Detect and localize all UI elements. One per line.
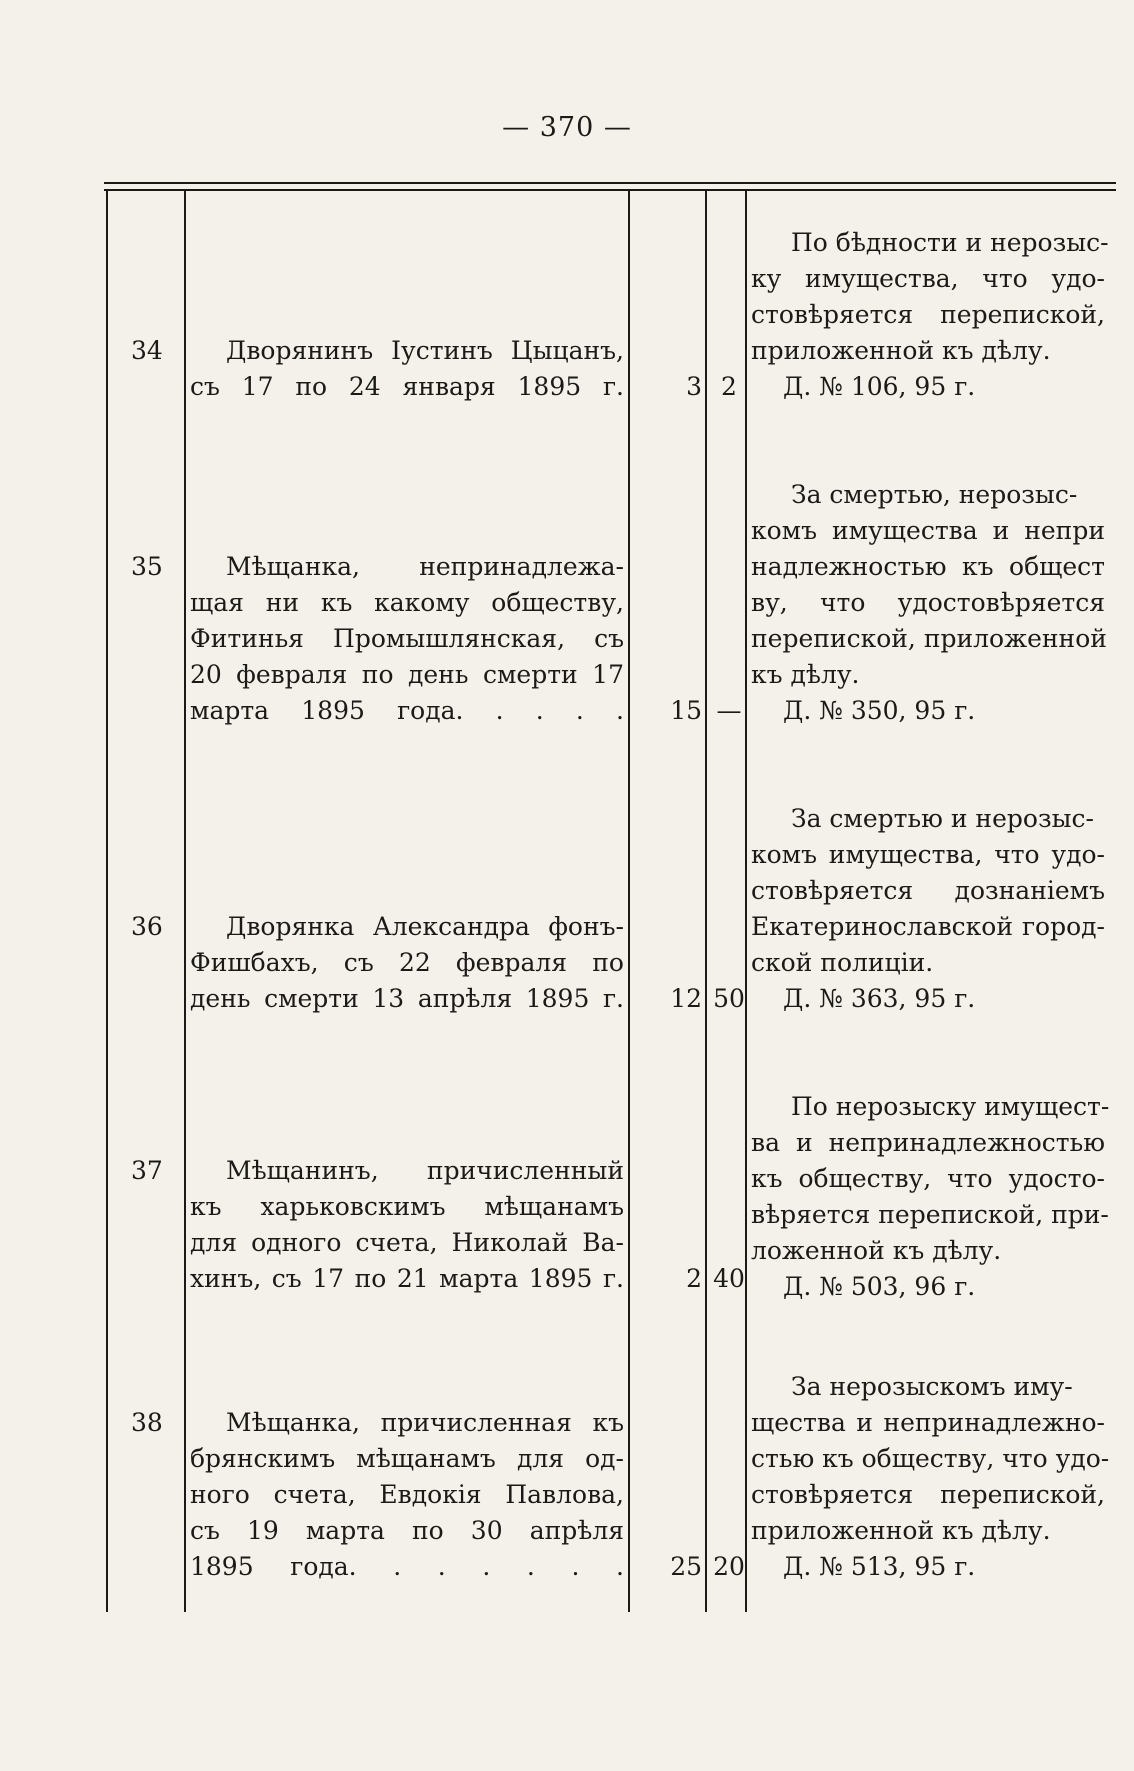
desc-line: 1895 года. . . . . . .: [190, 1552, 624, 1581]
entry-35-description: [190, 549, 624, 729]
case-reference: Д. № 350, 95 г.: [783, 696, 976, 725]
entry-37-description: [190, 1153, 624, 1297]
reason-line: За нерозыскомъ иму-: [791, 1372, 1073, 1401]
reason-line: По бѣдности и нерозыс-: [791, 228, 1109, 257]
entry-37-number: 37: [131, 1156, 163, 1185]
reason-line: щества и непринадлежно-: [751, 1408, 1105, 1437]
reason-line: стовѣряется перепиской,: [751, 300, 1105, 329]
reason-line: стовѣряется дознаніемъ: [751, 876, 1105, 905]
reason-line: Екатеринославской город-: [751, 912, 1105, 941]
entry-37-kopecks: 40: [713, 1264, 745, 1293]
entry-34-description: [190, 333, 624, 405]
reason-line: комъ имущества, что удо-: [751, 840, 1105, 869]
desc-line: Дворянинъ Іустинъ Цыцанъ,: [226, 336, 624, 365]
reason-line: По нерозыску имущест-: [791, 1092, 1110, 1121]
entry-38-reason: [751, 1369, 1110, 1585]
entry-35-number: 35: [131, 552, 163, 581]
desc-line: Мѣщанка, причисленная къ: [226, 1408, 624, 1437]
reason-line: къ дѣлу.: [751, 660, 860, 689]
column-divider-desc: [628, 189, 630, 1612]
entry-34-kopecks: 2: [721, 372, 737, 401]
reason-line: ва и непринадлежностью: [751, 1128, 1105, 1157]
reason-line: ской полиціи.: [751, 948, 934, 977]
page-number: — 370 —: [502, 112, 632, 143]
reason-line: За смертью, нерозыс-: [791, 480, 1078, 509]
table-top-rule: [104, 182, 1116, 184]
entry-35-reason: [751, 477, 1105, 729]
reason-line: перепиской, приложенной: [751, 624, 1107, 653]
entry-36-reason: [751, 801, 1105, 1017]
reason-line: комъ имущества и непри: [751, 516, 1105, 545]
reason-line: приложенной къ дѣлу.: [751, 336, 1051, 365]
desc-line: 20 февраля по день смерти 17: [190, 660, 624, 689]
desc-line: ного счета, Евдокія Павлова,: [190, 1480, 624, 1509]
desc-line: брянскимъ мѣщанамъ для од-: [190, 1444, 624, 1473]
entry-34-reason: [751, 225, 1109, 405]
entry-38-kopecks: 20: [713, 1552, 745, 1581]
reason-line: надлежностью къ общест: [751, 552, 1105, 581]
desc-line: марта 1895 года. . . . .: [190, 696, 624, 725]
entry-36-number: 36: [131, 912, 163, 941]
case-reference: Д. № 513, 95 г.: [783, 1552, 976, 1581]
case-reference: Д. № 106, 95 г.: [783, 372, 976, 401]
case-reference: Д. № 503, 96 г.: [783, 1272, 976, 1301]
column-divider-left: [106, 189, 108, 1612]
entry-36-rubles: 12: [670, 984, 702, 1013]
reason-line: За смертью и нерозыс-: [791, 804, 1094, 833]
reason-line: къ обществу, что удосто-: [751, 1164, 1105, 1193]
entry-37-reason: [751, 1089, 1110, 1305]
column-divider-num: [184, 189, 186, 1612]
desc-line: щая ни къ какому обществу,: [190, 588, 624, 617]
desc-line: Фитинья Промышлянская, съ: [190, 624, 624, 653]
case-reference: Д. № 363, 95 г.: [783, 984, 976, 1013]
desc-line: для одного счета, Николай Ва-: [190, 1228, 624, 1257]
desc-line: съ 17 по 24 января 1895 г.: [190, 372, 624, 401]
desc-line: съ 19 марта по 30 апрѣля: [190, 1516, 624, 1545]
entry-35-kopecks: —: [716, 696, 742, 725]
entry-34-number: 34: [131, 336, 163, 365]
entry-35-rubles: 15: [670, 696, 702, 725]
desc-line: Фишбахъ, съ 22 февраля по: [190, 948, 624, 977]
desc-line: хинъ, съ 17 по 21 марта 1895 г.: [190, 1264, 624, 1293]
reason-line: ву, что удостовѣряется: [751, 588, 1105, 617]
entry-36-description: [190, 909, 624, 1017]
desc-line: Мѣщанинъ, причисленный: [226, 1156, 624, 1185]
reason-line: приложенной къ дѣлу.: [751, 1516, 1051, 1545]
table-top-rule-inner: [104, 189, 1116, 191]
reason-line: ложенной къ дѣлу.: [751, 1236, 1002, 1265]
reason-line: стовѣряется перепиской,: [751, 1480, 1105, 1509]
entry-36-kopecks: 50: [713, 984, 745, 1013]
desc-line: Мѣщанка, непринадлежа-: [226, 552, 624, 581]
desc-line: Дворянка Александра фонъ-: [226, 912, 624, 941]
desc-line: день смерти 13 апрѣля 1895 г.: [190, 984, 624, 1013]
desc-line: къ харьковскимъ мѣщанамъ: [190, 1192, 624, 1221]
entry-38-description: [190, 1405, 624, 1585]
entry-38-number: 38: [131, 1408, 163, 1437]
reason-line: ку имущества, что удо-: [751, 264, 1105, 293]
entry-38-rubles: 25: [670, 1552, 702, 1581]
entry-37-rubles: 2: [686, 1264, 702, 1293]
reason-line: вѣряется перепиской, при-: [751, 1200, 1109, 1229]
entry-34-rubles: 3: [686, 372, 702, 401]
column-divider-rub: [705, 189, 707, 1612]
reason-line: стью къ обществу, что удо-: [751, 1444, 1110, 1473]
